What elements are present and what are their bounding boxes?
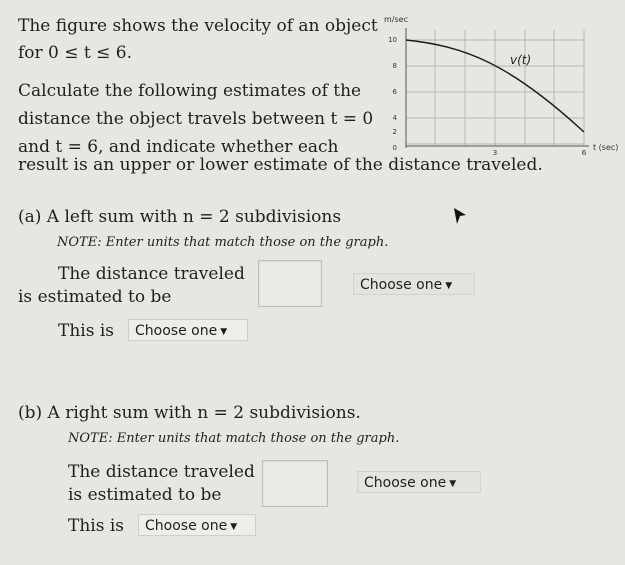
part-a-bound-select-value: Choose one bbox=[135, 323, 218, 339]
part-a-units-select-value: Choose one bbox=[360, 277, 443, 293]
x-tick-6: 6 bbox=[581, 149, 587, 157]
part-b-bound-select[interactable] bbox=[138, 514, 256, 536]
curve-label: v(t) bbox=[510, 53, 532, 67]
part-a-answer-input[interactable] bbox=[258, 260, 322, 307]
y-unit-label: m/sec bbox=[384, 15, 408, 24]
x-tick-3: 3 bbox=[492, 149, 498, 157]
part-b-answer-input[interactable] bbox=[262, 460, 328, 507]
part-a-estimate-label-1: The distance traveled bbox=[58, 264, 245, 284]
problem-line-2: for 0 ≤ t ≤ 6. bbox=[18, 43, 133, 63]
problem-line-3: Calculate the following estimates of the bbox=[18, 81, 362, 101]
chevron-down-icon: ▼ bbox=[449, 479, 457, 489]
chevron-down-icon: ▼ bbox=[220, 327, 228, 337]
problem-line-6: result is an upper or lower estimate of the distance traveled. bbox=[18, 155, 543, 175]
part-a-heading: (a) A left sum with n = 2 subdivisions bbox=[18, 207, 342, 227]
problem-line-4: distance the object travels between t = 0 bbox=[18, 109, 374, 129]
part-b-bound-select-value: Choose one bbox=[145, 518, 228, 534]
part-b-units-select-value: Choose one bbox=[364, 475, 447, 491]
y-tick-6: 6 bbox=[392, 88, 397, 96]
y-tick-4: 4 bbox=[392, 114, 397, 122]
part-b-heading: (b) A right sum with n = 2 subdivisions. bbox=[18, 403, 361, 423]
part-a-this-is-label: This is bbox=[58, 321, 115, 341]
x-unit-label: t (sec) bbox=[593, 143, 619, 152]
part-b-estimate-label-1: The distance traveled bbox=[68, 462, 255, 482]
y-tick-8: 8 bbox=[392, 62, 397, 70]
part-a-bound-select[interactable] bbox=[128, 319, 248, 341]
part-b-units-select[interactable] bbox=[357, 471, 481, 493]
velocity-graph bbox=[384, 8, 625, 160]
problem-line-1: The figure shows the velocity of an object bbox=[18, 16, 378, 36]
part-b-note: NOTE: Enter units that match those on the graph. bbox=[68, 431, 400, 446]
chevron-down-icon: ▼ bbox=[445, 281, 453, 291]
y-tick-0: 0 bbox=[392, 144, 397, 152]
y-tick-10: 10 bbox=[388, 36, 397, 44]
problem-line-5: and t = 6, and indicate whether each bbox=[18, 137, 339, 157]
part-b-this-is-label: This is bbox=[68, 516, 125, 536]
part-b-estimate-label-2: is estimated to be bbox=[68, 485, 222, 505]
chevron-down-icon: ▼ bbox=[230, 522, 238, 532]
mouse-cursor-icon bbox=[452, 206, 468, 228]
part-a-note: NOTE: Enter units that match those on the graph. bbox=[57, 235, 389, 250]
y-tick-2: 2 bbox=[392, 128, 397, 136]
part-a-units-select[interactable] bbox=[353, 273, 475, 295]
part-a-estimate-label-2: is estimated to be bbox=[18, 287, 172, 307]
